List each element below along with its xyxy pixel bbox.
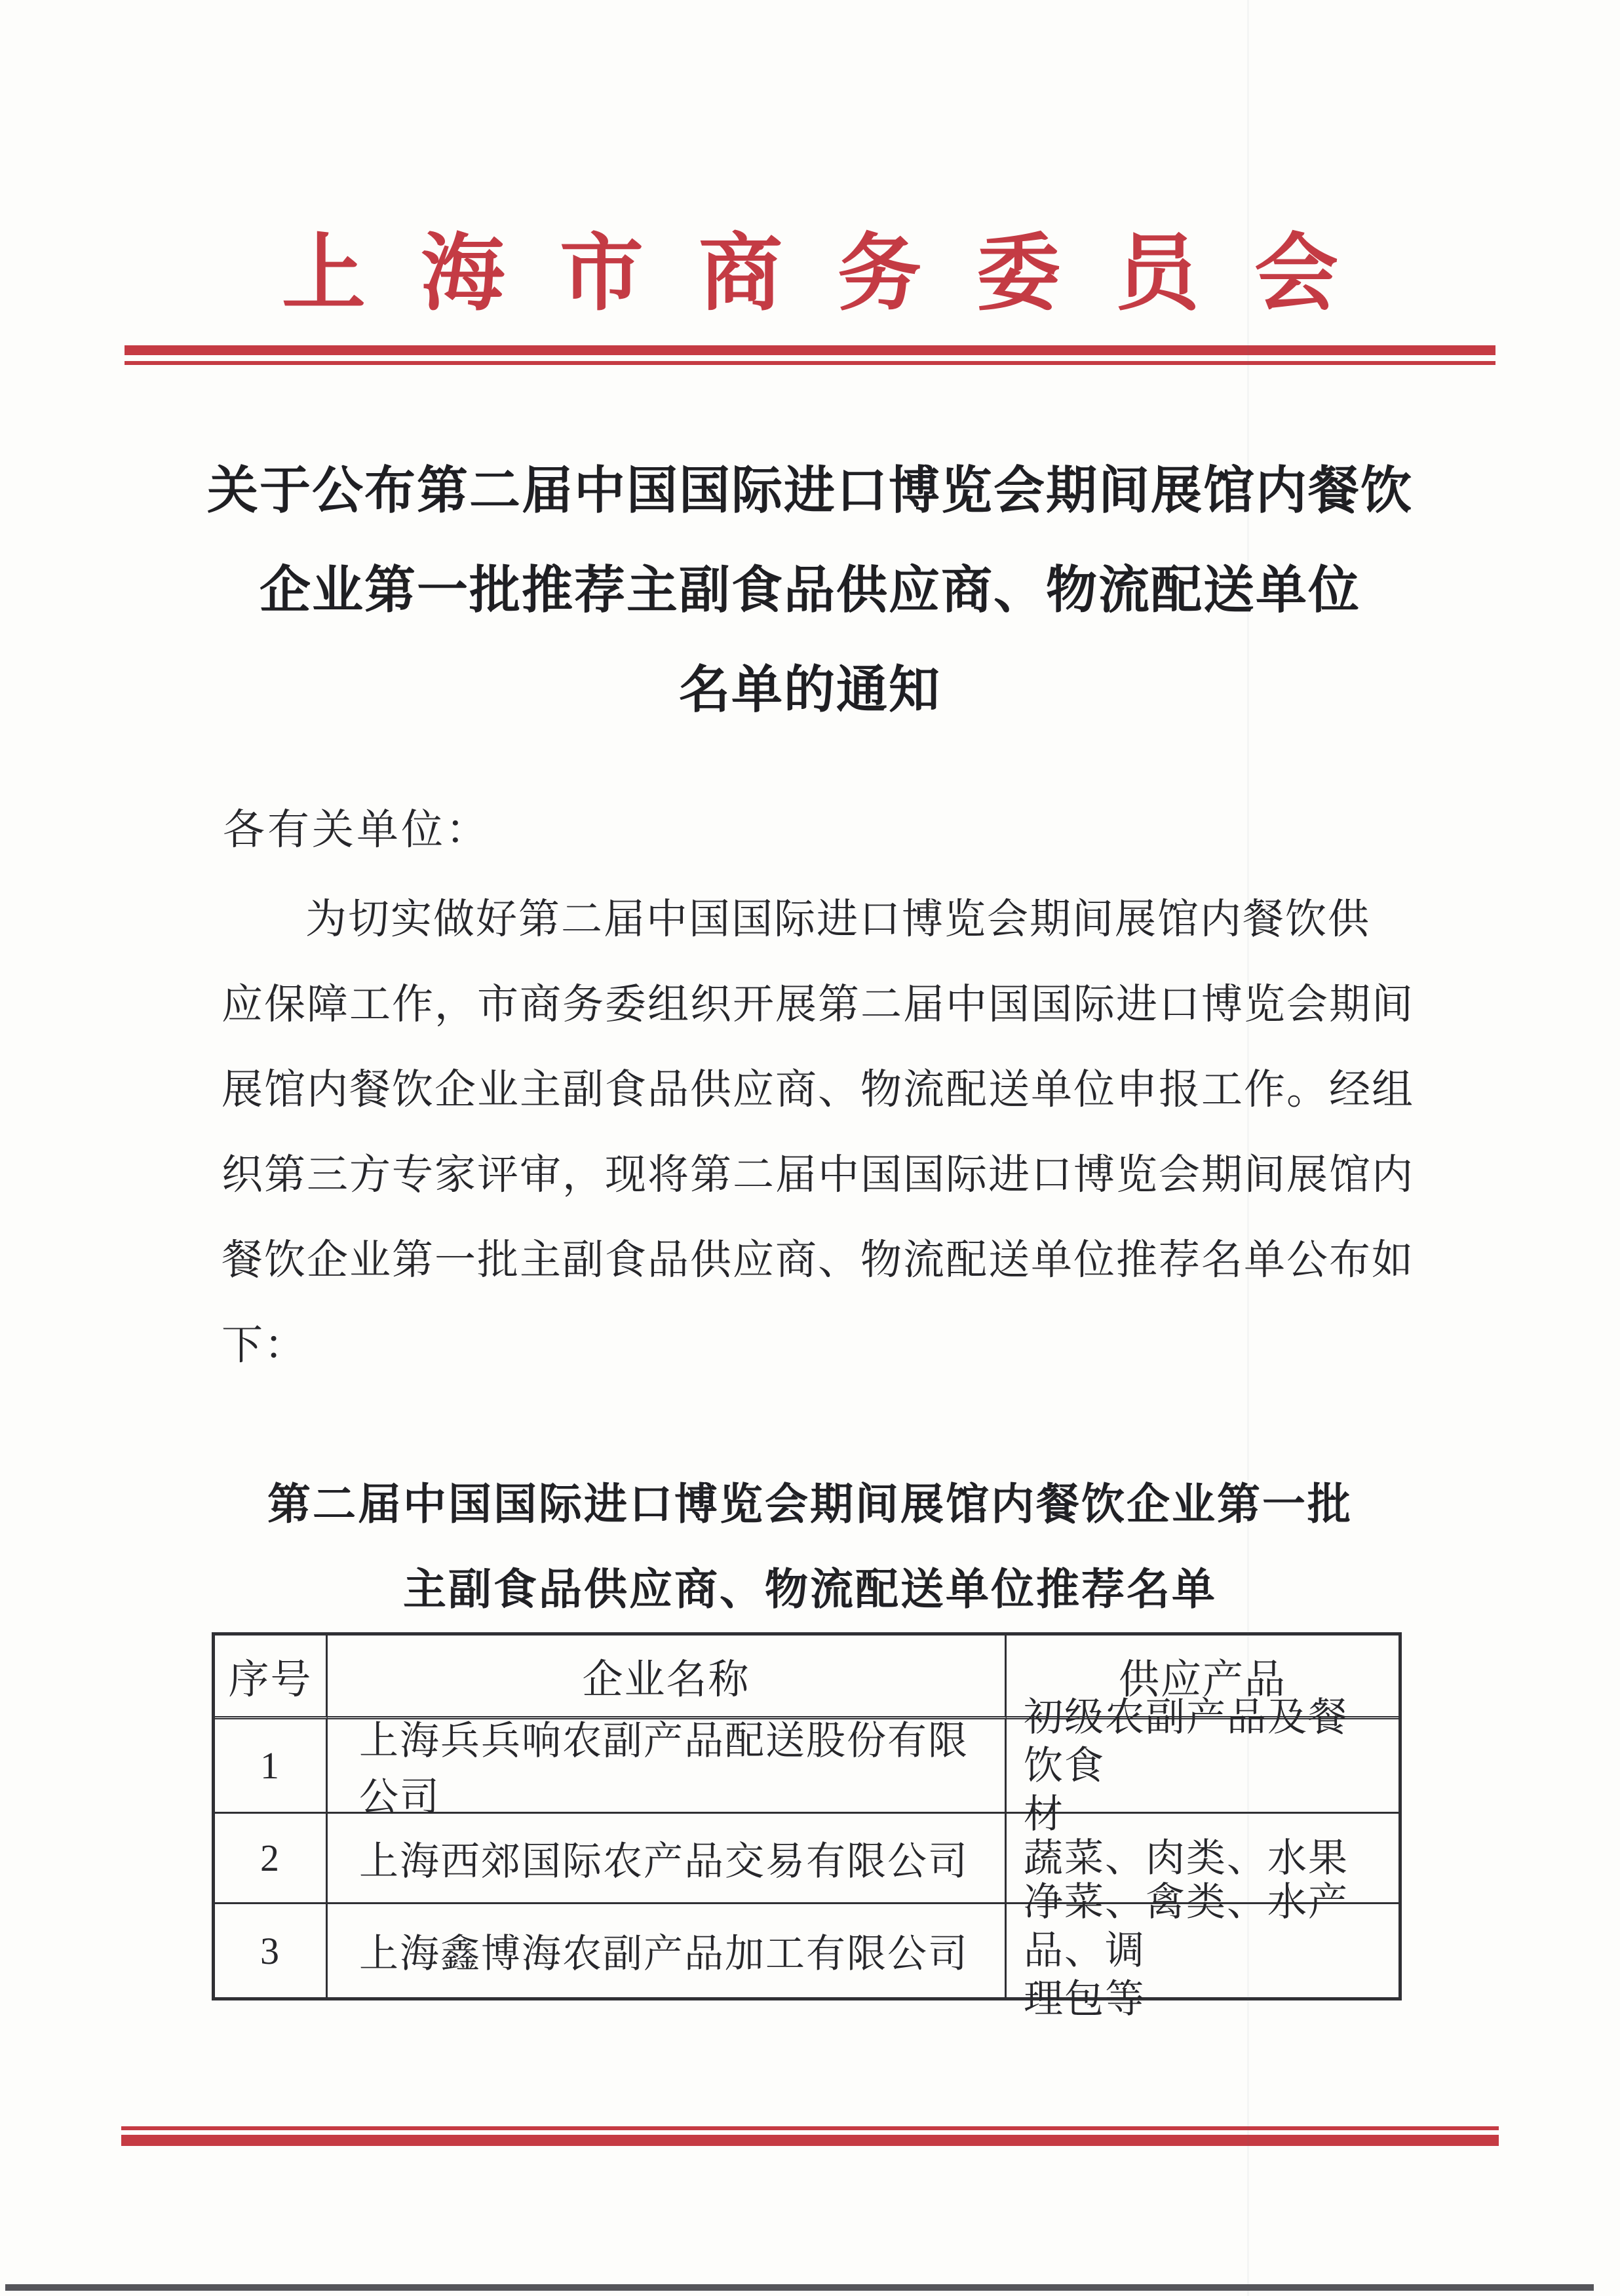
header-rule-thick [125,345,1495,355]
body-line: 下： [222,1322,307,1368]
body-line: 织第三方专家评审，现将第二届中国国际进口博览会期间展馆内 [222,1152,1414,1198]
supplier-table [212,1632,1402,2021]
list-title-line: 主副食品供应商、物流配送单位推荐名单 [403,1565,1217,1613]
table-row-no: 2 [215,1814,328,1904]
scan-bottom-edge [5,2284,1594,2291]
body-paragraph [222,877,1446,1388]
notice-title-line: 企业第一批推荐主副食品供应商、物流配送单位 [259,561,1360,619]
list-title [118,1461,1502,1632]
footer-rule-thick [121,2135,1499,2146]
body-line: 应保障工作，市商务委组织开展第二届中国国际进口博览会期间 [222,982,1414,1027]
table-row-product [1007,1695,1398,1836]
product-line: 理包等 [1024,1978,1146,2021]
body-line: 展馆内餐饮企业主副食品供应商、物流配送单位申报工作。经组 [222,1067,1414,1113]
notice-title-line: 名单的通知 [678,660,941,718]
product-line: 材 [1024,1792,1064,1836]
table-row-no: 1 [215,1719,328,1814]
table-header-product: 供应产品 [1007,1636,1398,1719]
table-row-company: 上海兵兵响农副产品配送股份有限公司 [328,1719,1007,1814]
letterhead-title: 上海市商务委员会 [281,227,1393,320]
salutation: 各有关单位： [223,807,490,853]
table-row-product [1007,1881,1398,2021]
footer-rule-thin [121,2126,1499,2130]
product-line: 初级农副产品及餐饮食 [1024,1695,1349,1788]
product-line: 蔬菜、肉类、水果 [1024,1836,1349,1880]
product-line: 净菜、禽类、水产品、调 [1024,1881,1349,1972]
table-header-no: 序号 [215,1636,328,1719]
body-line: 餐饮企业第一批主副食品供应商、物流配送单位推荐名单公布如 [222,1237,1414,1283]
notice-title [118,440,1502,739]
table-header-company: 企业名称 [328,1636,1007,1719]
scan-fold-line [1247,0,1249,2296]
table-row-no: 3 [215,1904,328,1997]
body-line: 为切实做好第二届中国国际进口博览会期间展馆内餐饮供 [305,896,1370,942]
table-row-company: 上海鑫博海农副产品加工有限公司 [328,1904,1007,1997]
list-title-line: 第二届中国国际进口博览会期间展馆内餐饮企业第一批 [267,1480,1353,1528]
header-rule-thin [125,361,1495,365]
notice-title-line: 关于公布第二届中国国际进口博览会期间展馆内餐饮 [206,461,1413,519]
table-row-company: 上海西郊国际农产品交易有限公司 [328,1814,1007,1904]
